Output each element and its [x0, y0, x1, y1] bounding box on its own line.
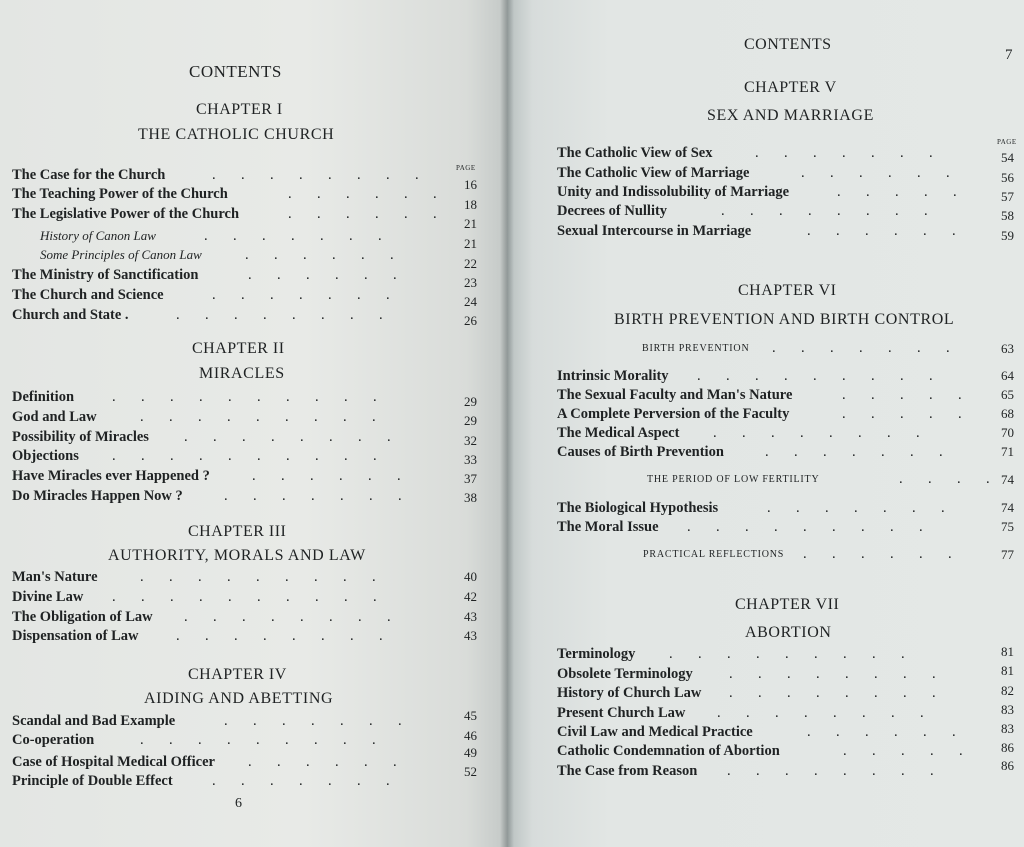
toc-entry[interactable]: [557, 519, 1014, 539]
toc-entry-title: Some Principles of Canon Law: [40, 247, 202, 262]
toc-section-heading[interactable]: [642, 340, 1014, 360]
leader-dots: . . . . . . . .: [729, 666, 936, 682]
leader-dots: . . . . . . . .: [713, 425, 920, 441]
toc-entry-page: 57: [1001, 189, 1014, 204]
toc-entry-page: 42: [464, 589, 477, 604]
toc-entry-page: 49: [464, 745, 477, 760]
toc-entry[interactable]: [557, 646, 1014, 666]
leader-dots: . . . . .: [837, 184, 957, 200]
toc-entry-page: 38: [464, 490, 477, 505]
leader-dots: . . . . . . . . .: [140, 732, 376, 748]
toc-entry[interactable]: [557, 368, 1014, 388]
toc-entry-title: Obsolete Terminology: [557, 666, 693, 682]
leader-dots: . . . . . . . . .: [669, 646, 905, 662]
toc-entry-page: 81: [1001, 663, 1014, 678]
chapter-number: CHAPTER VI: [738, 282, 837, 299]
toc-entry-page: 86: [1001, 740, 1014, 755]
toc-entry[interactable]: [12, 307, 477, 327]
toc-entry-title: God and Law: [12, 409, 97, 425]
toc-entry[interactable]: [557, 740, 1014, 763]
toc-entry-page: 54: [1001, 150, 1014, 165]
toc-entry-title: Sexual Intercourse in Marriage: [557, 223, 752, 239]
toc-entry[interactable]: [12, 186, 477, 212]
toc-entry[interactable]: [12, 764, 477, 793]
toc-entry-title: History of Church Law: [557, 685, 702, 701]
leader-dots: . . . . .: [843, 743, 963, 759]
toc-entry[interactable]: [12, 409, 477, 429]
toc-entry[interactable]: [12, 389, 477, 409]
toc-entry[interactable]: [12, 609, 477, 629]
leader-dots: . . . . . . .: [212, 287, 390, 303]
toc-entry[interactable]: [557, 444, 1014, 464]
toc-entry-title: Catholic Condemnation of Abortion: [557, 743, 780, 759]
toc-entry[interactable]: [12, 448, 477, 468]
toc-entry-title: The Moral Issue: [557, 519, 659, 535]
leader-dots: . . . . . . .: [755, 145, 933, 161]
toc-entry-title: The Biological Hypothesis: [557, 500, 719, 516]
chapter-number: CHAPTER IV: [188, 666, 287, 683]
toc-entry-page: 68: [1001, 406, 1014, 421]
toc-entry[interactable]: [12, 267, 477, 290]
toc-entry-page: 70: [1001, 425, 1014, 440]
toc-entry-title: The Sexual Faculty and Man's Nature: [557, 387, 793, 403]
leader-dots: . . . . . . . . . .: [112, 589, 377, 605]
leader-dots: . . . . . .: [288, 206, 437, 222]
toc-entry-page: 82: [1001, 683, 1014, 698]
leader-dots: . . . . . . . . . .: [112, 389, 377, 405]
toc-entry-title: The Ministry of Sanctification: [12, 267, 199, 283]
toc-entry-page: 22: [464, 256, 477, 271]
toc-entry-page: 46: [464, 728, 477, 743]
leader-dots: . . . . . .: [252, 468, 401, 484]
chapter-number: CHAPTER II: [192, 340, 285, 357]
toc-entry-title: The Catholic View of Sex: [557, 145, 713, 161]
toc-entry[interactable]: [557, 203, 1014, 223]
leader-dots: . . . . .: [842, 387, 962, 403]
toc-entry-title: PRACTICAL REFLECTIONS: [643, 549, 785, 560]
toc-section-heading[interactable]: [647, 471, 1014, 491]
leader-dots: . . . . . . . .: [184, 609, 391, 625]
toc-entry[interactable]: [557, 387, 1014, 407]
toc-entry[interactable]: [12, 468, 477, 488]
toc-entry-page: 74: [1001, 472, 1014, 487]
toc-subentry[interactable]: [40, 228, 477, 251]
chapter-number: CHAPTER I: [196, 101, 283, 118]
leader-dots: . . . . .: [842, 406, 962, 422]
toc-entry-title: Scandal and Bad Example: [12, 713, 176, 729]
toc-entry-page: 81: [1001, 644, 1014, 659]
leader-dots: . . . . . .: [801, 165, 950, 181]
leader-dots: . . . . . .: [245, 247, 394, 263]
leader-dots: . . . . . . .: [224, 713, 402, 729]
toc-entry-title: BIRTH PREVENTION: [642, 343, 750, 354]
book-gutter: [500, 0, 514, 847]
toc-entry-title: Civil Law and Medical Practice: [557, 724, 753, 740]
toc-entry-title: Have Miracles ever Happened ?: [12, 468, 210, 484]
toc-entry-title: The Obligation of Law: [12, 609, 153, 625]
toc-entry[interactable]: [557, 685, 1014, 705]
leader-dots: . . . . . . . .: [212, 167, 419, 183]
leader-dots: . . . . . . . .: [727, 763, 934, 779]
toc-entry[interactable]: [12, 206, 477, 231]
toc-entry[interactable]: [557, 702, 1014, 725]
leader-dots: . . . . . . . . .: [697, 368, 933, 384]
toc-entry[interactable]: [557, 425, 1014, 445]
chapter-title: MIRACLES: [199, 365, 285, 382]
toc-entry[interactable]: [557, 165, 1014, 185]
toc-entry-title: THE PERIOD OF LOW FERTILITY: [647, 474, 820, 485]
leader-dots: . . . . . . . .: [176, 628, 383, 644]
chapter-title: BIRTH PREVENTION AND BIRTH CONTROL: [614, 311, 955, 328]
left-contents-heading: CONTENTS: [189, 62, 282, 81]
toc-entry-page: 52: [464, 764, 477, 779]
toc-entry-page: 86: [1001, 758, 1014, 773]
toc-entry[interactable]: [12, 628, 477, 648]
toc-entry-page: 59: [1001, 228, 1014, 243]
toc-entry-page: 43: [464, 628, 477, 643]
toc-entry[interactable]: [557, 721, 1014, 744]
toc-entry[interactable]: [557, 500, 1014, 520]
toc-entry-title: Dispensation of Law: [12, 628, 139, 644]
toc-entry-page: 74: [1001, 500, 1014, 515]
toc-entry[interactable]: [12, 728, 477, 752]
toc-entry-page: 23: [464, 275, 477, 290]
toc-entry[interactable]: [12, 429, 477, 449]
leader-dots: . . . . . . .: [204, 228, 382, 244]
leader-dots: . . . . . . . .: [721, 203, 928, 219]
chapter-title: ABORTION: [745, 624, 832, 641]
toc-entry-page: 21: [464, 236, 477, 251]
toc-entry-title: Terminology: [557, 646, 636, 662]
toc-entry-page: 45: [464, 708, 477, 723]
toc-entry-page: 56: [1001, 170, 1014, 185]
leader-dots: . . . . . . . . .: [687, 519, 923, 535]
toc-entry-title: Co-operation: [12, 732, 95, 748]
toc-entry-page: 32: [464, 433, 477, 448]
toc-subentry[interactable]: [40, 247, 477, 271]
toc-entry-page: 29: [464, 413, 477, 428]
toc-entry[interactable]: [12, 589, 477, 609]
toc-entry-title: The Case from Reason: [557, 763, 698, 779]
leader-dots: . . . . . . . .: [729, 685, 936, 701]
toc-entry-title: The Legislative Power of the Church: [12, 206, 240, 222]
right-contents-heading: CONTENTS: [744, 36, 832, 53]
toc-entry-page: 65: [1001, 387, 1014, 402]
toc-entry-title: Intrinsic Morality: [557, 368, 669, 384]
leader-dots: . . . . . . .: [224, 488, 402, 504]
toc-entry-title: The Case for the Church: [12, 167, 166, 183]
toc-entry-title: Present Church Law: [557, 705, 686, 721]
toc-entry[interactable]: [12, 167, 477, 192]
toc-entry-page: 83: [1001, 721, 1014, 736]
toc-entry-page: 18: [464, 197, 477, 212]
toc-entry-page: 29: [464, 394, 477, 409]
left-page: [0, 0, 507, 847]
toc-entry[interactable]: [557, 145, 1014, 165]
toc-section-heading[interactable]: [643, 546, 1014, 566]
toc-entry-page: 26: [464, 313, 477, 328]
toc-entry-title: Causes of Birth Prevention: [557, 444, 724, 460]
toc-entry[interactable]: [557, 223, 1014, 243]
toc-entry[interactable]: [12, 569, 477, 589]
page-column-label: PAGE: [456, 164, 476, 172]
toc-entry-title: The Teaching Power of the Church: [12, 186, 228, 202]
toc-entry-page: 21: [464, 216, 477, 231]
chapter-title: AIDING AND ABETTING: [144, 690, 334, 707]
toc-entry-title: Divine Law: [12, 589, 84, 605]
leader-dots: . . . .: [899, 471, 990, 487]
toc-entry-title: The Catholic View of Marriage: [557, 165, 750, 181]
toc-entry-page: 77: [1001, 547, 1014, 562]
leader-dots: . . . . . . . . .: [140, 409, 376, 425]
leader-dots: . . . . . . . .: [184, 429, 391, 445]
leader-dots: . . . . . .: [807, 223, 956, 239]
chapter-title: AUTHORITY, MORALS AND LAW: [108, 547, 366, 564]
toc-entry-title: Principle of Double Effect: [12, 773, 173, 789]
toc-entry-title: History of Canon Law: [40, 228, 156, 243]
leader-dots: . . . . . . .: [212, 773, 390, 789]
leader-dots: . . . . . . . . .: [140, 569, 376, 585]
toc-entry-title: Man's Nature: [12, 569, 98, 585]
toc-entry-title: Decrees of Nullity: [557, 203, 668, 219]
leader-dots: . . . . . . .: [767, 500, 945, 516]
leader-dots: . . . . . .: [248, 754, 397, 770]
leader-dots: . . . . . .: [803, 546, 952, 562]
chapter-title: THE CATHOLIC CHURCH: [138, 126, 335, 143]
leader-dots: . . . . . .: [248, 267, 397, 283]
left-page-number: 6: [235, 796, 242, 811]
toc-entry-page: 33: [464, 452, 477, 467]
toc-entry-page: 43: [464, 609, 477, 624]
leader-dots: . . . . . .: [288, 186, 437, 202]
toc-entry-page: 58: [1001, 208, 1014, 223]
toc-entry-title: A Complete Perversion of the Faculty: [557, 406, 790, 422]
toc-entry[interactable]: [12, 745, 477, 774]
leader-dots: . . . . . . . .: [717, 705, 924, 721]
toc-entry-title: Case of Hospital Medical Officer: [12, 754, 215, 770]
toc-entry-page: 40: [464, 569, 477, 584]
toc-entry-title: Possibility of Miracles: [12, 429, 149, 445]
toc-entry-page: 63: [1001, 341, 1014, 356]
toc-entry-title: Definition: [12, 389, 75, 405]
toc-entry[interactable]: [12, 488, 477, 508]
toc-entry-page: 71: [1001, 444, 1014, 459]
toc-entry-title: The Medical Aspect: [557, 425, 680, 441]
leader-dots: . . . . . .: [807, 724, 956, 740]
toc-entry-page: 16: [464, 177, 477, 192]
toc-entry-title: Do Miracles Happen Now ?: [12, 488, 183, 504]
toc-entry-page: 64: [1001, 368, 1014, 383]
chapter-title: SEX AND MARRIAGE: [707, 107, 874, 124]
right-page-number: 7: [1005, 47, 1013, 63]
toc-entry[interactable]: [557, 663, 1014, 686]
leader-dots: . . . . . . .: [772, 340, 950, 356]
leader-dots: . . . . . . . . . .: [112, 448, 377, 464]
toc-entry-title: Church and State .: [12, 307, 129, 323]
page-column-label: PAGE: [997, 138, 1017, 146]
toc-entry[interactable]: [557, 184, 1014, 204]
leader-dots: . . . . . . .: [765, 444, 943, 460]
toc-entry[interactable]: [12, 708, 477, 733]
toc-entry-page: 75: [1001, 519, 1014, 534]
right-page: [507, 0, 1024, 847]
toc-entry[interactable]: [557, 406, 1014, 426]
toc-entry-page: 83: [1001, 702, 1014, 717]
toc-entry-title: The Church and Science: [12, 287, 164, 303]
chapter-number: CHAPTER V: [744, 79, 837, 96]
leader-dots: . . . . . . . .: [176, 307, 383, 323]
toc-entry[interactable]: [557, 758, 1014, 783]
chapter-number: CHAPTER VII: [735, 596, 840, 613]
toc-entry-page: 37: [464, 471, 477, 486]
toc-entry-title: Objections: [12, 448, 79, 464]
chapter-number: CHAPTER III: [188, 523, 287, 540]
toc-entry[interactable]: [12, 287, 477, 307]
toc-entry-title: Unity and Indissolubility of Marriage: [557, 184, 790, 200]
toc-entry-page: 24: [464, 294, 477, 309]
